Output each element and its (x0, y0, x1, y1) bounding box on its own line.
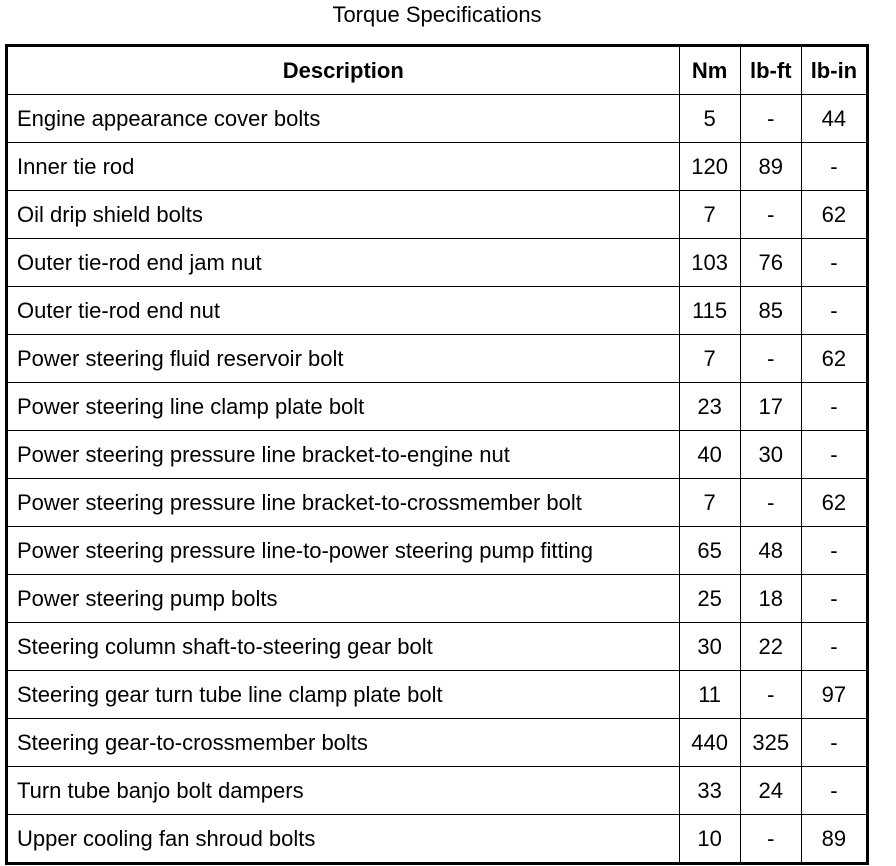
cell-lbin: - (801, 143, 867, 191)
cell-lbin: - (801, 431, 867, 479)
table-row (7, 95, 868, 143)
cell-description: Power steering fluid reservoir bolt (7, 335, 680, 383)
cell-nm: 33 (679, 767, 740, 815)
cell-description: Outer tie-rod end nut (7, 287, 680, 335)
cell-description: Power steering pressure line-to-power steering pump fitting (7, 527, 680, 575)
cell-lbin: 44 (801, 95, 867, 143)
cell-lbft: 22 (740, 623, 801, 671)
table-row (7, 479, 868, 527)
cell-description: Steering column shaft-to-steering gear bolt (7, 623, 680, 671)
cell-lbft: - (740, 95, 801, 143)
table-row (7, 575, 868, 623)
cell-lbft: 30 (740, 431, 801, 479)
cell-lbin: - (801, 767, 867, 815)
cell-description: Inner tie rod (7, 143, 680, 191)
cell-description: Power steering pressure line bracket-to-crossmember bolt (7, 479, 680, 527)
table-row (7, 527, 868, 575)
cell-nm: 120 (679, 143, 740, 191)
cell-lbin: - (801, 383, 867, 431)
cell-lbin: - (801, 719, 867, 767)
cell-lbft: 76 (740, 239, 801, 287)
header-lbin: lb-in (801, 46, 867, 95)
table-row (7, 239, 868, 287)
table-row (7, 335, 868, 383)
cell-lbin: 97 (801, 671, 867, 719)
header-description: Description (7, 46, 680, 95)
cell-nm: 7 (679, 191, 740, 239)
cell-nm: 40 (679, 431, 740, 479)
cell-lbft: 48 (740, 527, 801, 575)
table-row (7, 815, 868, 864)
cell-description: Oil drip shield bolts (7, 191, 680, 239)
cell-nm: 10 (679, 815, 740, 864)
cell-lbin: 62 (801, 479, 867, 527)
cell-description: Engine appearance cover bolts (7, 95, 680, 143)
table-row (7, 143, 868, 191)
cell-nm: 440 (679, 719, 740, 767)
cell-lbin: 89 (801, 815, 867, 864)
cell-lbft: 17 (740, 383, 801, 431)
cell-description: Outer tie-rod end jam nut (7, 239, 680, 287)
table-row (7, 383, 868, 431)
header-lbft: lb-ft (740, 46, 801, 95)
table-title: Torque Specifications (332, 2, 542, 27)
cell-nm: 5 (679, 95, 740, 143)
cell-lbin: - (801, 575, 867, 623)
torque-spec-table (5, 44, 869, 865)
cell-nm: 30 (679, 623, 740, 671)
table-row (7, 623, 868, 671)
cell-lbft: - (740, 191, 801, 239)
cell-nm: 7 (679, 479, 740, 527)
cell-nm: 7 (679, 335, 740, 383)
cell-description: Steering gear turn tube line clamp plate bolt (7, 671, 680, 719)
table-row (7, 767, 868, 815)
cell-lbft: 325 (740, 719, 801, 767)
cell-lbft: 18 (740, 575, 801, 623)
cell-description: Turn tube banjo bolt dampers (7, 767, 680, 815)
cell-nm: 25 (679, 575, 740, 623)
cell-lbin: - (801, 239, 867, 287)
table-row (7, 191, 868, 239)
cell-description: Upper cooling fan shroud bolts (7, 815, 680, 864)
header-row (7, 46, 868, 95)
table-row (7, 287, 868, 335)
cell-lbin: - (801, 623, 867, 671)
cell-lbin: - (801, 287, 867, 335)
table-row (7, 671, 868, 719)
header-nm: Nm (679, 46, 740, 95)
cell-lbft: 24 (740, 767, 801, 815)
cell-lbft: 89 (740, 143, 801, 191)
cell-nm: 11 (679, 671, 740, 719)
cell-nm: 65 (679, 527, 740, 575)
cell-lbin: 62 (801, 191, 867, 239)
table-row (7, 719, 868, 767)
cell-description: Steering gear-to-crossmember bolts (7, 719, 680, 767)
cell-lbft: 85 (740, 287, 801, 335)
cell-lbft: - (740, 671, 801, 719)
cell-lbin: - (801, 527, 867, 575)
cell-lbft: - (740, 479, 801, 527)
cell-lbft: - (740, 335, 801, 383)
cell-lbin: 62 (801, 335, 867, 383)
table-row (7, 431, 868, 479)
cell-nm: 23 (679, 383, 740, 431)
cell-description: Power steering pressure line bracket-to-engine nut (7, 431, 680, 479)
cell-description: Power steering line clamp plate bolt (7, 383, 680, 431)
cell-description: Power steering pump bolts (7, 575, 680, 623)
cell-nm: 103 (679, 239, 740, 287)
cell-lbft: - (740, 815, 801, 864)
cell-nm: 115 (679, 287, 740, 335)
